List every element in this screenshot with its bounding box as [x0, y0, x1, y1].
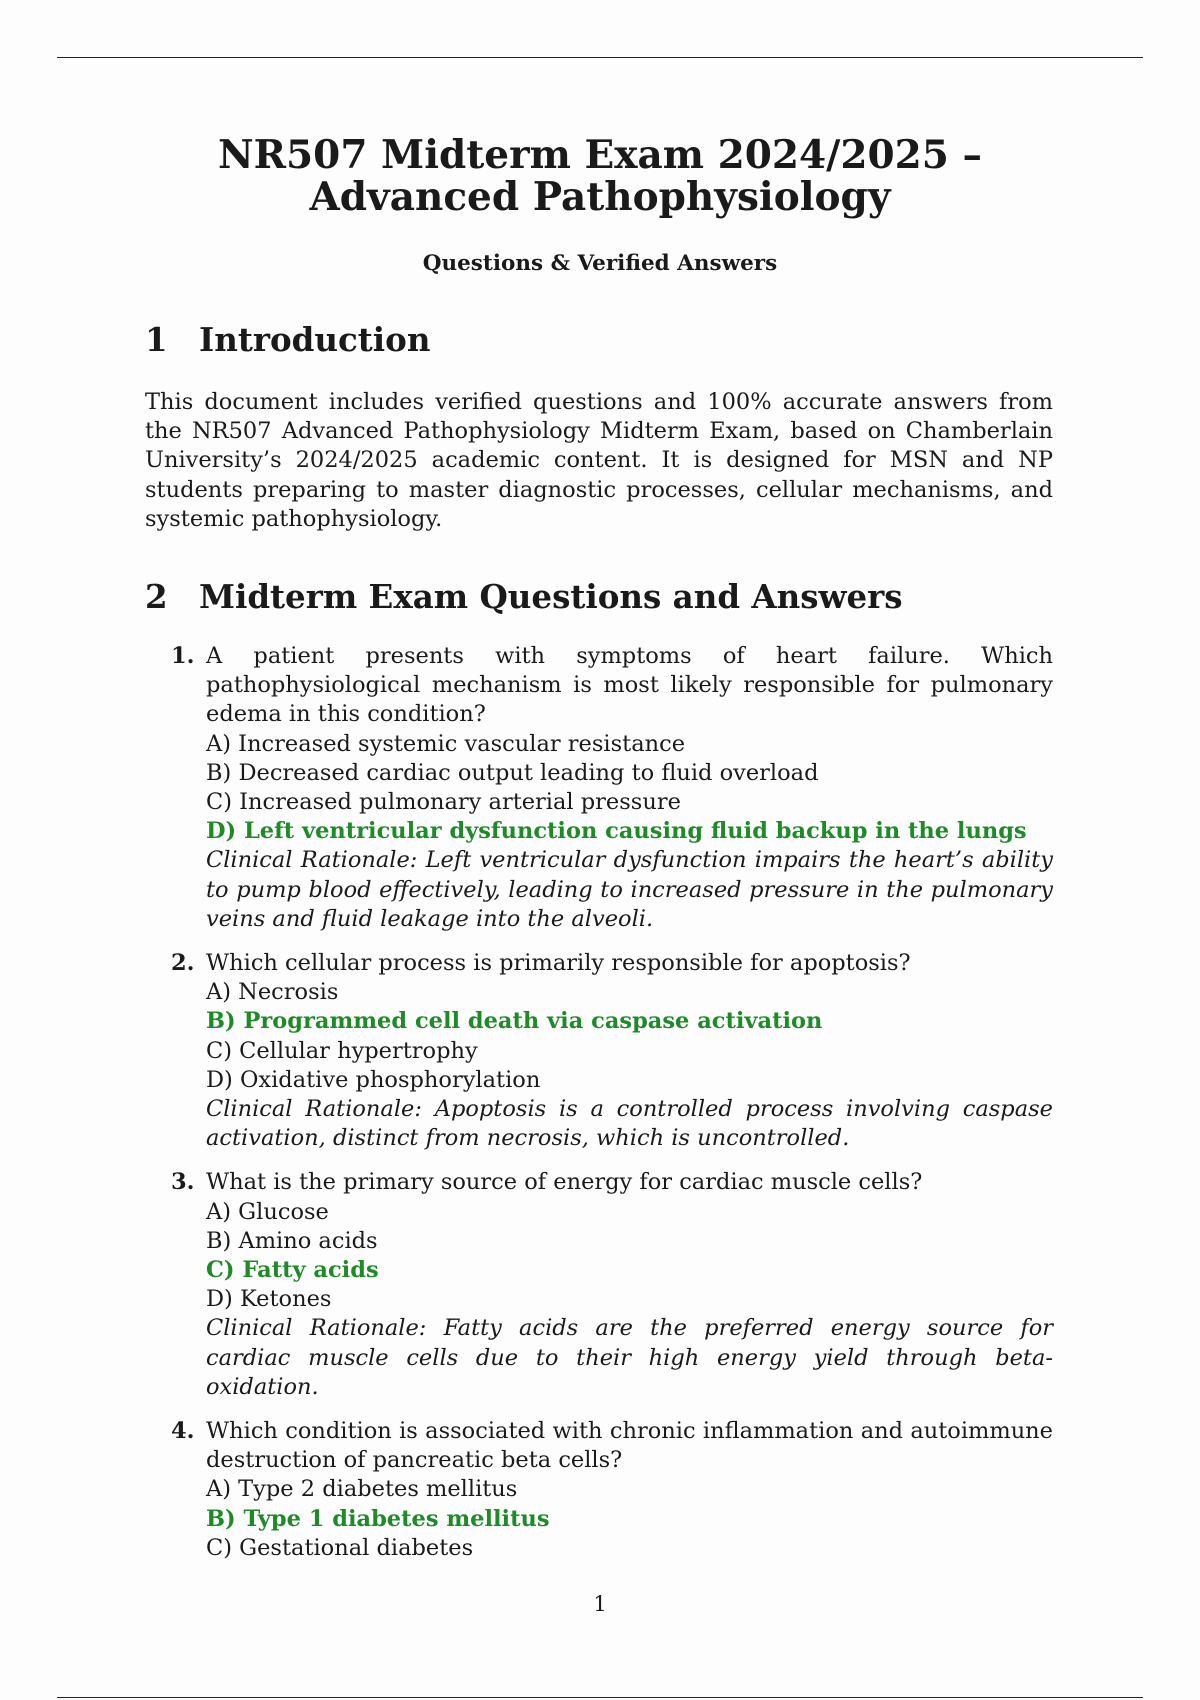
title-line-1: NR507 Midterm Exam 2024/2025 –	[217, 132, 983, 178]
question-item	[145, 1417, 1053, 1563]
answer-option: C) Increased pulmonary arterial pressure	[206, 789, 681, 816]
question-item	[145, 1168, 1053, 1402]
answer-option: B) Decreased cardiac output leading to fluid overload	[206, 759, 819, 786]
correct-answer-option: B) Programmed cell death via caspase activation	[206, 1008, 823, 1035]
answer-option: D) Ketones	[206, 1286, 332, 1313]
page-number: 1	[593, 1592, 607, 1616]
section-number: 1	[145, 320, 168, 359]
question-item	[145, 642, 1053, 934]
section-number: 2	[145, 577, 168, 616]
question-text: Which condition is associated with chronic inflammation and autoimmune destruction of pancreatic beta cells?	[206, 1418, 1053, 1474]
section-heading-questions	[145, 577, 903, 617]
footer-rule	[57, 1697, 1143, 1698]
answer-option: B) Amino acids	[206, 1227, 378, 1254]
question-list	[145, 642, 1053, 1578]
title-line-2: Advanced Pathophysiology	[309, 174, 891, 220]
clinical-rationale: Clinical Rationale: Fatty acids are the preferred energy source for cardiac muscle cells due to their high energy yield through beta-oxidation.	[206, 1315, 1053, 1400]
answer-option: A) Increased systemic vascular resistance	[206, 730, 686, 757]
section-heading-introduction	[145, 320, 430, 360]
header-rule	[57, 57, 1143, 58]
document-title	[100, 134, 1100, 218]
introduction-paragraph: This document includes verified questions and 100% accurate answers from the NR507 Advanced Pathophysiology Midterm Exam, based on Chamberlain University’s 2024/2025 academic content. It is designed for MSN and NP students preparing to master diagnostic processes, cellular mechanisms, and systemic pathophysiology.	[145, 389, 1053, 532]
answer-option: A) Necrosis	[206, 979, 339, 1006]
clinical-rationale: Clinical Rationale: Left ventricular dysfunction impairs the heart’s ability to pump blood effectively, leading to increased pressure in the pulmonary veins and fluid leakage into the alveoli.	[206, 847, 1053, 932]
question-item	[145, 949, 1053, 1153]
question-number: 4.	[171, 1418, 195, 1445]
clinical-rationale: Clinical Rationale: Apoptosis is a controlled process involving caspase activation, distinct from necrosis, which is uncontrolled.	[206, 1096, 1053, 1152]
answer-option: A) Type 2 diabetes mellitus	[206, 1476, 518, 1503]
document-subtitle: Questions & Verified Answers	[422, 251, 778, 276]
section-title: Introduction	[199, 320, 431, 359]
answer-option: A) Glucose	[206, 1198, 329, 1225]
correct-answer-option: B) Type 1 diabetes mellitus	[206, 1505, 550, 1532]
question-text: A patient presents with symptoms of heart failure. Which pathophysiological mechanism is most likely responsible for pulmonary edema in this condition?	[206, 643, 1053, 728]
answer-option: D) Oxidative phosphorylation	[206, 1066, 541, 1093]
answer-option: C) Gestational diabetes	[206, 1534, 474, 1561]
question-text: What is the primary source of energy for cardiac muscle cells?	[206, 1169, 923, 1196]
question-number: 2.	[171, 950, 195, 977]
question-number: 3.	[171, 1169, 195, 1196]
question-text: Which cellular process is primarily responsible for apoptosis?	[206, 950, 911, 977]
section-title: Midterm Exam Questions and Answers	[199, 577, 903, 616]
answer-option: C) Cellular hypertrophy	[206, 1037, 478, 1064]
question-number: 1.	[171, 643, 195, 669]
correct-answer-option: C) Fatty acids	[206, 1257, 379, 1284]
correct-answer-option: D) Left ventricular dysfunction causing fluid backup in the lungs	[206, 818, 1027, 845]
